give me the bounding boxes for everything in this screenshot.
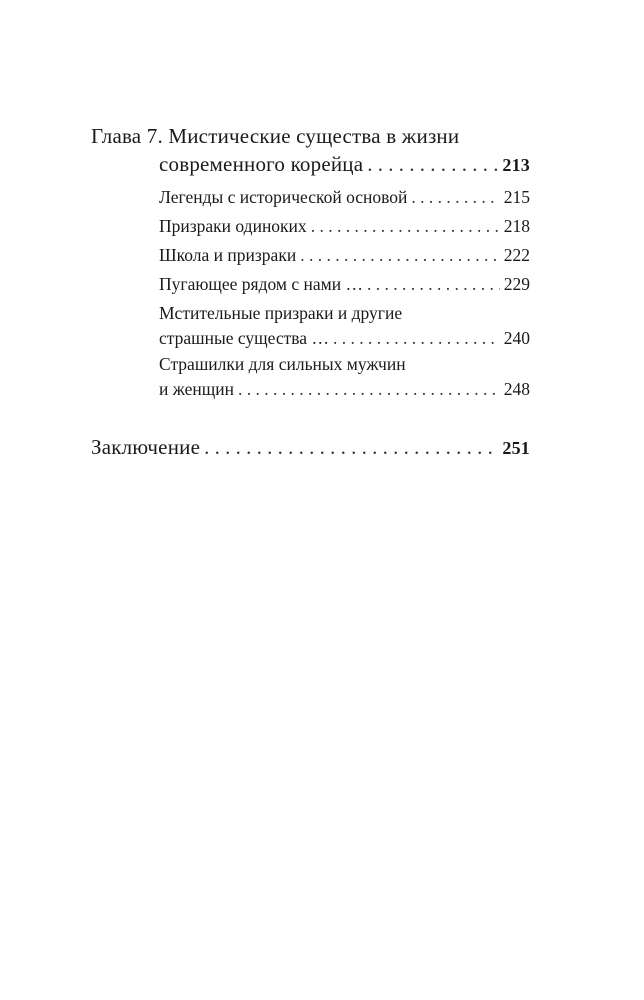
- toc-entry[interactable]: [159, 274, 530, 295]
- dot-leader: [367, 152, 498, 177]
- toc-entry[interactable]: [159, 328, 530, 349]
- dot-leader: [300, 245, 500, 266]
- dot-leader: [204, 435, 498, 460]
- toc-entry-page: 240: [503, 328, 530, 348]
- toc-entry-title: Призраки одиноких: [159, 216, 307, 236]
- toc-entry[interactable]: [159, 187, 530, 208]
- toc-entry-title-line1: Мстительные призраки и другие: [159, 303, 403, 323]
- dot-leader: [238, 379, 500, 400]
- chapter-7-page: 213: [502, 155, 530, 175]
- toc-entry[interactable]: [159, 245, 530, 266]
- dot-leader: [333, 328, 500, 349]
- toc-entry-title: Пугающее рядом с нами …: [159, 274, 363, 294]
- dot-leader: [367, 274, 500, 295]
- toc-entry-title: Школа и призраки: [159, 245, 297, 265]
- toc-entry-title-line1: Страшилки для сильных мужчин: [159, 354, 406, 374]
- chapter-7-label: Глава 7.: [91, 124, 163, 148]
- chapter-7-title-line2: современного корейца: [159, 152, 364, 176]
- toc-entry-title: страшные существа …: [159, 328, 329, 348]
- toc-entry-page: 218: [503, 216, 530, 236]
- conclusion-entry[interactable]: [91, 435, 530, 460]
- conclusion-title: Заключение: [91, 435, 201, 459]
- toc-entry-title: Легенды с исторической основой: [159, 187, 408, 207]
- toc-entry-page: 215: [503, 187, 530, 207]
- dot-leader: [311, 216, 500, 237]
- dot-leader: [411, 187, 499, 208]
- toc-entry-title: и женщин: [159, 379, 234, 399]
- chapter-7-entry[interactable]: [159, 152, 530, 177]
- chapter-7-heading: [91, 124, 459, 149]
- conclusion-page: 251: [502, 438, 530, 458]
- toc-entry[interactable]: [159, 379, 530, 400]
- toc-entry[interactable]: [159, 216, 530, 237]
- toc-entry-page: 222: [503, 245, 530, 265]
- chapter-7-title-line1: Мистические существа в жизни: [168, 124, 460, 148]
- toc-entry-page: 248: [503, 379, 530, 399]
- toc-entry-page: 229: [503, 274, 530, 294]
